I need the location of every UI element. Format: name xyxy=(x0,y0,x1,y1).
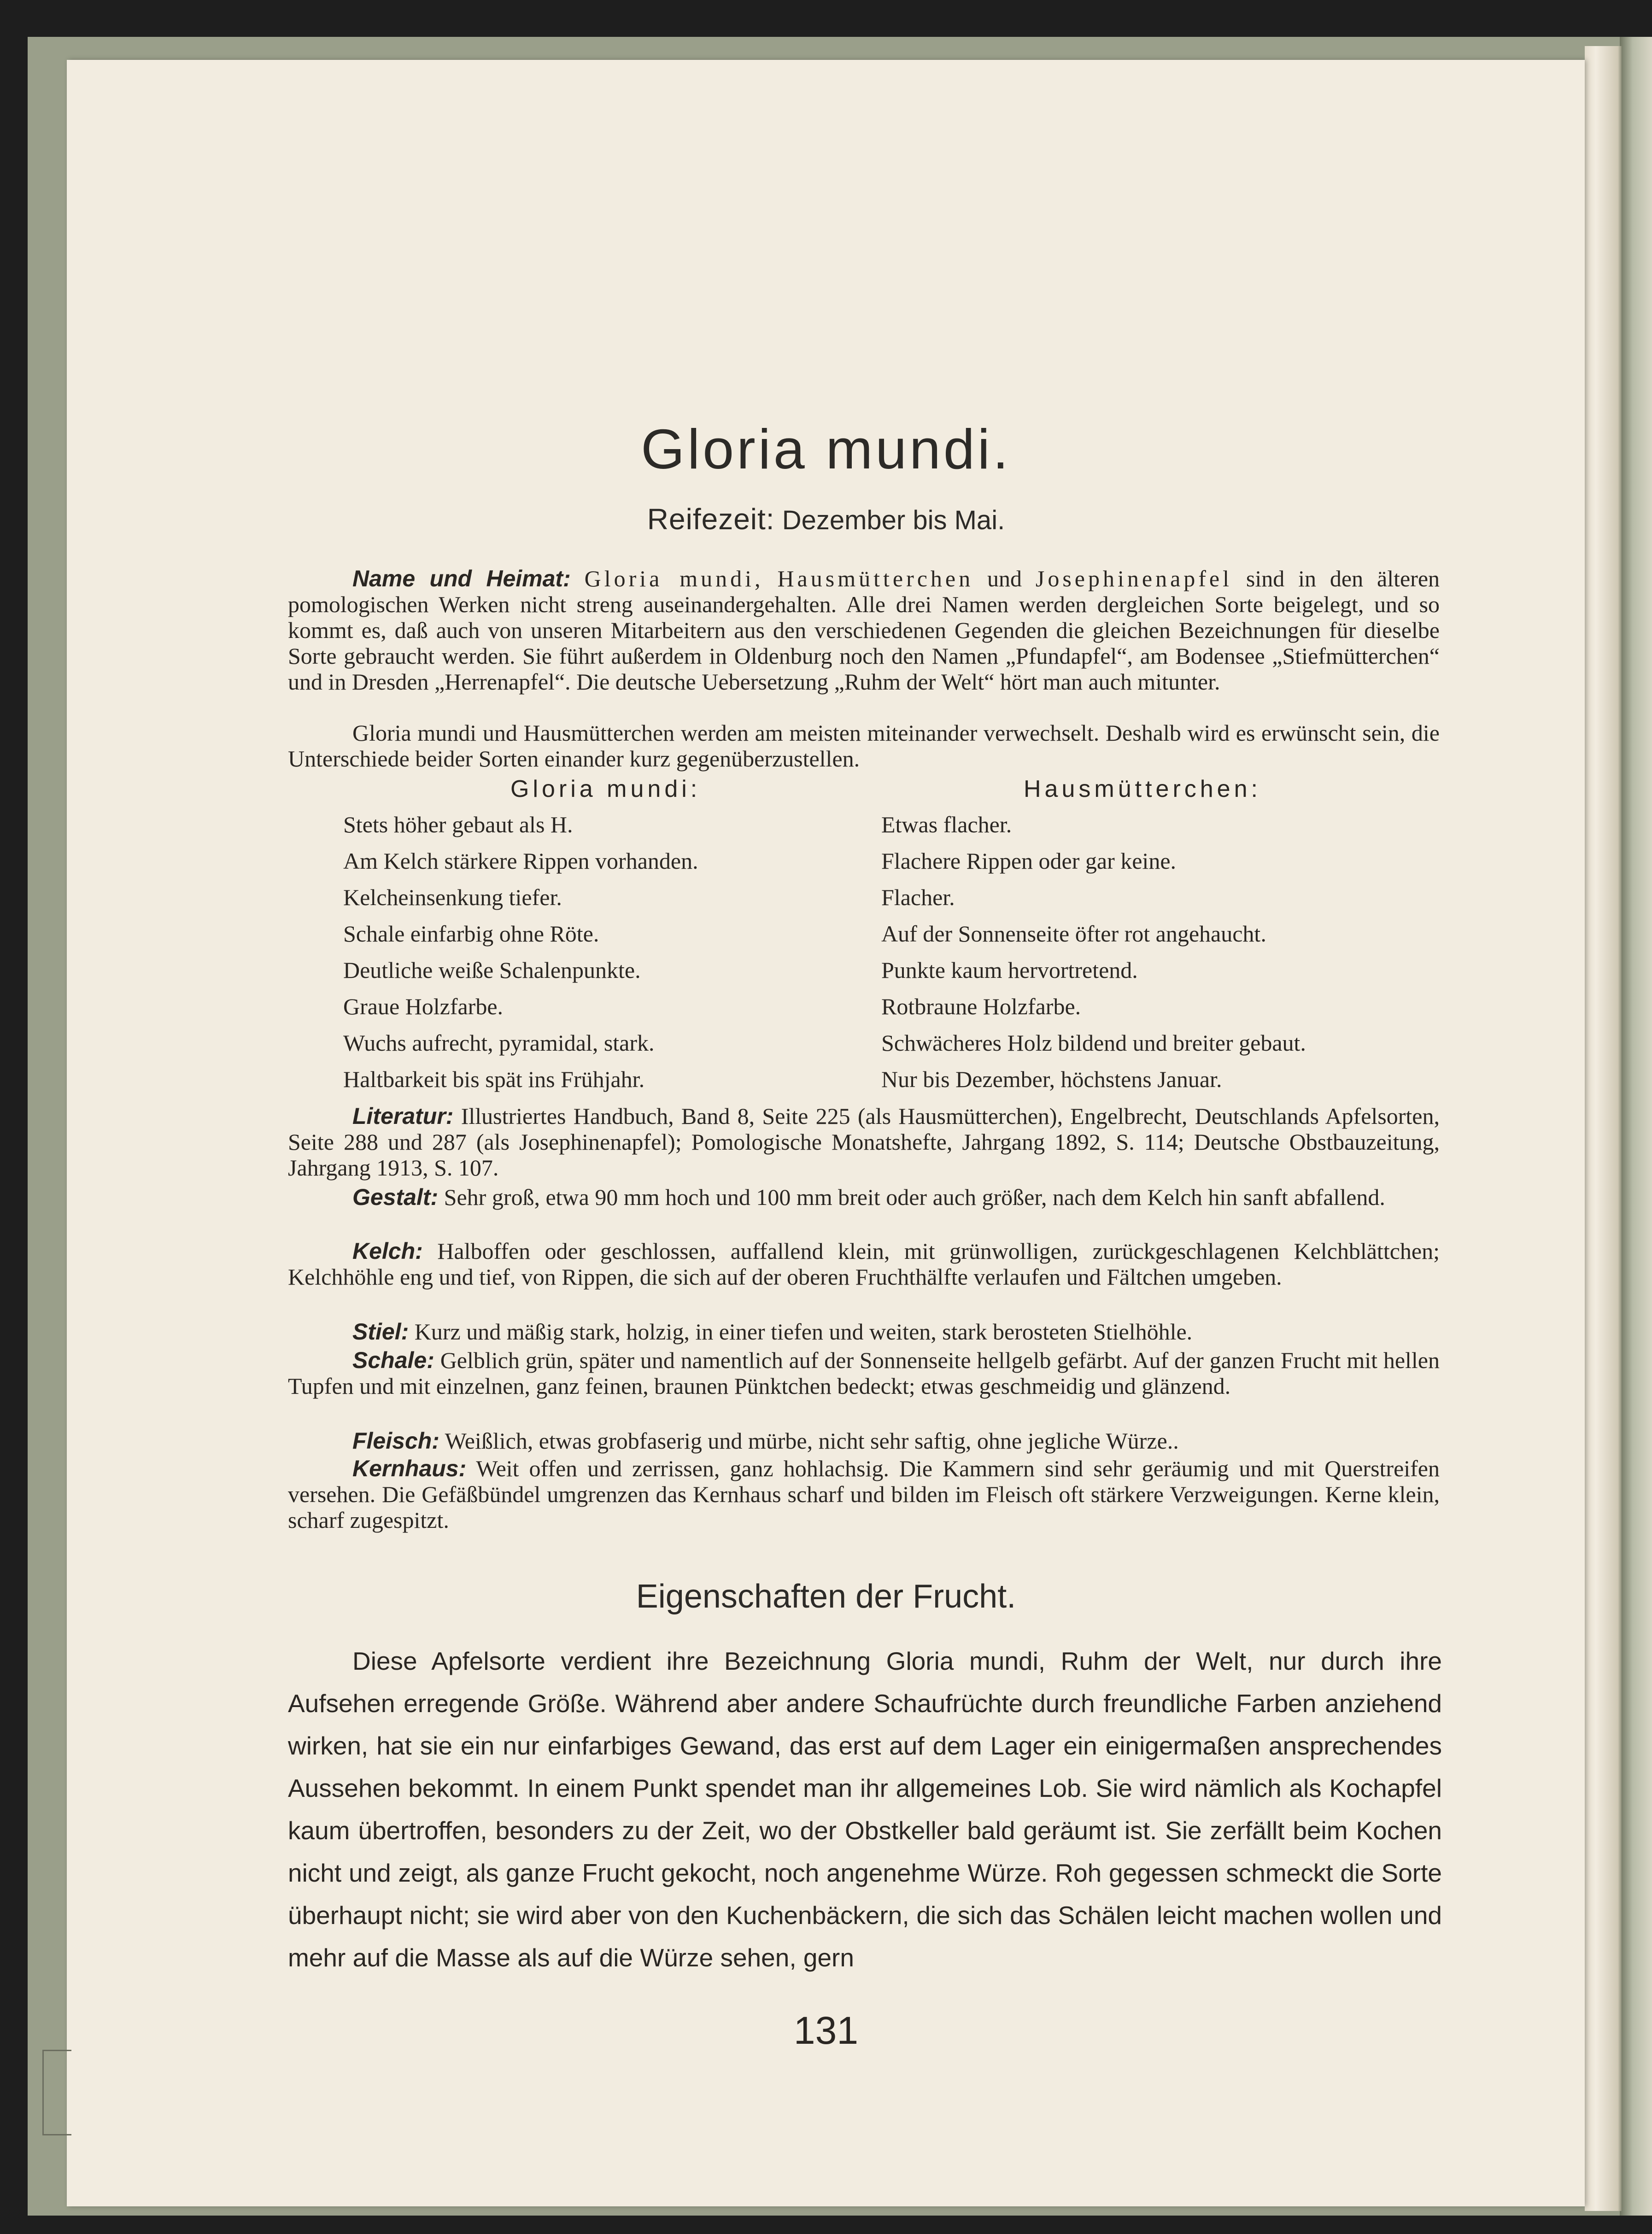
calyx-paragraph xyxy=(288,1238,1440,1290)
comparison-right-item: Etwas flacher. xyxy=(881,812,1012,837)
comparison-left-heading: Gloria mundi: xyxy=(510,776,701,802)
conjunction: und xyxy=(987,566,1022,591)
comparison-right-item: Schwächeres Holz bildend und breiter gebaut. xyxy=(881,1030,1306,1056)
core-heading: Kernhaus: xyxy=(352,1456,467,1481)
calyx-heading: Kelch: xyxy=(352,1238,423,1264)
page-edge xyxy=(1585,46,1622,2211)
name-heimat-heading: Name und Heimat: xyxy=(352,566,571,591)
comparison-right-list xyxy=(881,811,1306,1102)
stalk-paragraph xyxy=(288,1319,1440,1345)
board-edge-shadow xyxy=(1620,37,1652,2216)
comparison-right-item: Punkte kaum hervortretend. xyxy=(881,957,1138,983)
calyx-text: Halboffen oder geschlossen, auffallend klein, mit grünwolligen, zurückgeschlagenen Kelchblättchen; Kelchhöhle eng und tief, von Rippen, die sich auf der oberen Fruchthälfte verlaufen und Fältchen umgeben. xyxy=(288,1238,1440,1290)
binding-mark xyxy=(42,2050,71,2135)
comparison-right-heading: Hausmütterchen: xyxy=(1024,776,1261,802)
page-number: 131 xyxy=(793,2009,859,2052)
variety-name-1: Gloria mundi, xyxy=(584,566,764,591)
literature-paragraph xyxy=(288,1103,1440,1181)
comparison-right-item: Nur bis Dezember, höchstens Januar. xyxy=(881,1066,1222,1092)
skin-paragraph xyxy=(288,1347,1440,1399)
comparison-left-item: Am Kelch stärkere Rippen vorhanden. xyxy=(343,848,698,874)
skin-heading: Schale: xyxy=(352,1347,434,1373)
comparison-right-item: Flacher. xyxy=(881,884,955,910)
stalk-heading: Stiel: xyxy=(352,1319,409,1345)
confusion-paragraph: Gloria mundi und Hausmütterchen werden am meisten miteinander verwechselt. Deshalb wird es erwünscht sein, die Unterschiede beider Sorten einander kurz gegenüberzustellen. xyxy=(288,720,1440,772)
ripening-time-value: Dezember bis Mai. xyxy=(782,505,1005,535)
literature-heading: Literatur: xyxy=(352,1103,454,1129)
ripening-time-label: Reifezeit: xyxy=(647,503,775,536)
core-text: Weit offen und zerrissen, ganz hohlachsig. Die Kammern sind sehr geräumig und mit Querstreifen versehen. Die Gefäßbündel umgrenzen das Kernhaus scharf und bilden im Fleisch oft stärkere Verzweigungen. Kerne klein, scharf zugespitzt. xyxy=(288,1456,1440,1533)
comparison-left-item: Wuchs aufrecht, pyramidal, stark. xyxy=(343,1030,655,1056)
section-title: Eigenschaften der Frucht. xyxy=(636,1578,1016,1615)
comparison-left-list xyxy=(343,811,698,1102)
flesh-text: Weißlich, etwas grobfaserig und mürbe, nicht sehr saftig, ohne jegliche Würze.. xyxy=(445,1428,1179,1454)
comparison-right-item: Rotbraune Holzfarbe. xyxy=(881,994,1081,1019)
comparison-left-item: Schale einfarbig ohne Röte. xyxy=(343,921,599,947)
name-heimat-paragraph xyxy=(288,566,1440,695)
comparison-left-item: Stets höher gebaut als H. xyxy=(343,812,573,837)
comparison-left-item: Graue Holzfarbe. xyxy=(343,994,504,1019)
ripening-time xyxy=(0,502,1652,536)
variety-name-2: Hausmütterchen xyxy=(777,566,974,591)
shape-heading: Gestalt: xyxy=(352,1184,439,1210)
shape-text: Sehr groß, etwa 90 mm hoch und 100 mm breit oder auch größer, nach dem Kelch hin sanft abfallend. xyxy=(444,1184,1385,1210)
comparison-left-item: Haltbarkeit bis spät ins Frühjahr. xyxy=(343,1066,645,1092)
flesh-heading: Fleisch: xyxy=(352,1428,439,1454)
shape-paragraph xyxy=(288,1184,1440,1210)
fruit-properties-text: Diese Apfelsorte verdient ihre Bezeichnung Gloria mundi, Ruhm der Welt, nur durch ihre Aufsehen erregende Größe. Während aber andere Schaufrüchte durch freundliche Farben anziehend wirken, hat sie ein nur einfarbiges Gewand, das erst auf dem Lager ein einigermaßen ansprechendes Aussehen bekommt. In einem Punkt spendet man ihr allgemeines Lob. Sie wird nämlich als Kochapfel kaum übertroffen, besonders zu der Zeit, wo der Obstkeller bald geräumt ist. Sie zerfällt beim Kochen nicht und zeigt, als ganze Frucht gekocht, noch angenehme Würze. Roh gegessen schmeckt die Sorte überhaupt nicht; sie wird aber von den Kuchenbäckern, die sich das Schälen leicht machen wollen und mehr auf die Masse als auf die Würze sehen, gern xyxy=(288,1647,1442,1972)
stalk-text: Kurz und mäßig stark, holzig, in einer tiefen und weiten, stark berosteten Stielhöhle. xyxy=(414,1319,1193,1345)
variety-name-3: Josephinenapfel xyxy=(1035,566,1233,591)
comparison-left-item: Deutliche weiße Schalenpunkte. xyxy=(343,957,641,983)
flesh-paragraph xyxy=(288,1428,1440,1454)
comparison-right-item: Auf der Sonnenseite öfter rot angehaucht. xyxy=(881,921,1266,947)
page-title: Gloria mundi. xyxy=(641,418,1011,480)
skin-text: Gelblich grün, später und namentlich auf der Sonnenseite hellgelb gefärbt. Auf der ganzen Frucht mit hellen Tupfen und mit einzelnen, ganz feinen, braunen Pünktchen bedeckt; etwas geschmeidig und glänzend. xyxy=(288,1347,1440,1399)
core-paragraph xyxy=(288,1456,1440,1533)
comparison-left-item: Kelcheinsenkung tiefer. xyxy=(343,884,562,910)
comparison-right-item: Flachere Rippen oder gar keine. xyxy=(881,848,1177,874)
literature-text: Illustriertes Handbuch, Band 8, Seite 225 (als Hausmütterchen), Engelbrecht, Deutschlands Apfelsorten, Seite 288 und 287 (als Josephinenapfel); Pomologische Monatshefte, Jahrgang 1892, S. 114; Deutsche Obstbauzeitung, Jahrgang 1913, S. 107. xyxy=(288,1103,1440,1181)
name-heimat-text: sind in den älteren pomologischen Werken nicht streng auseinandergehalten. Alle drei Namen werden dergleichen Sorte beigelegt, und so kommt es, daß auch von unseren Mitarbeitern aus den verschiedenen Gegenden die gleichen Bezeichnungen für dieselbe Sorte gebraucht werden. Sie führt außerdem in Oldenburg noch den Namen „Pfundapfel“, am Bodensee „Stiefmütterchen“ und in Dresden „Herrenapfel“. Die deutsche Uebersetzung „Ruhm der Welt“ hört man auch mitunter. xyxy=(288,566,1440,695)
